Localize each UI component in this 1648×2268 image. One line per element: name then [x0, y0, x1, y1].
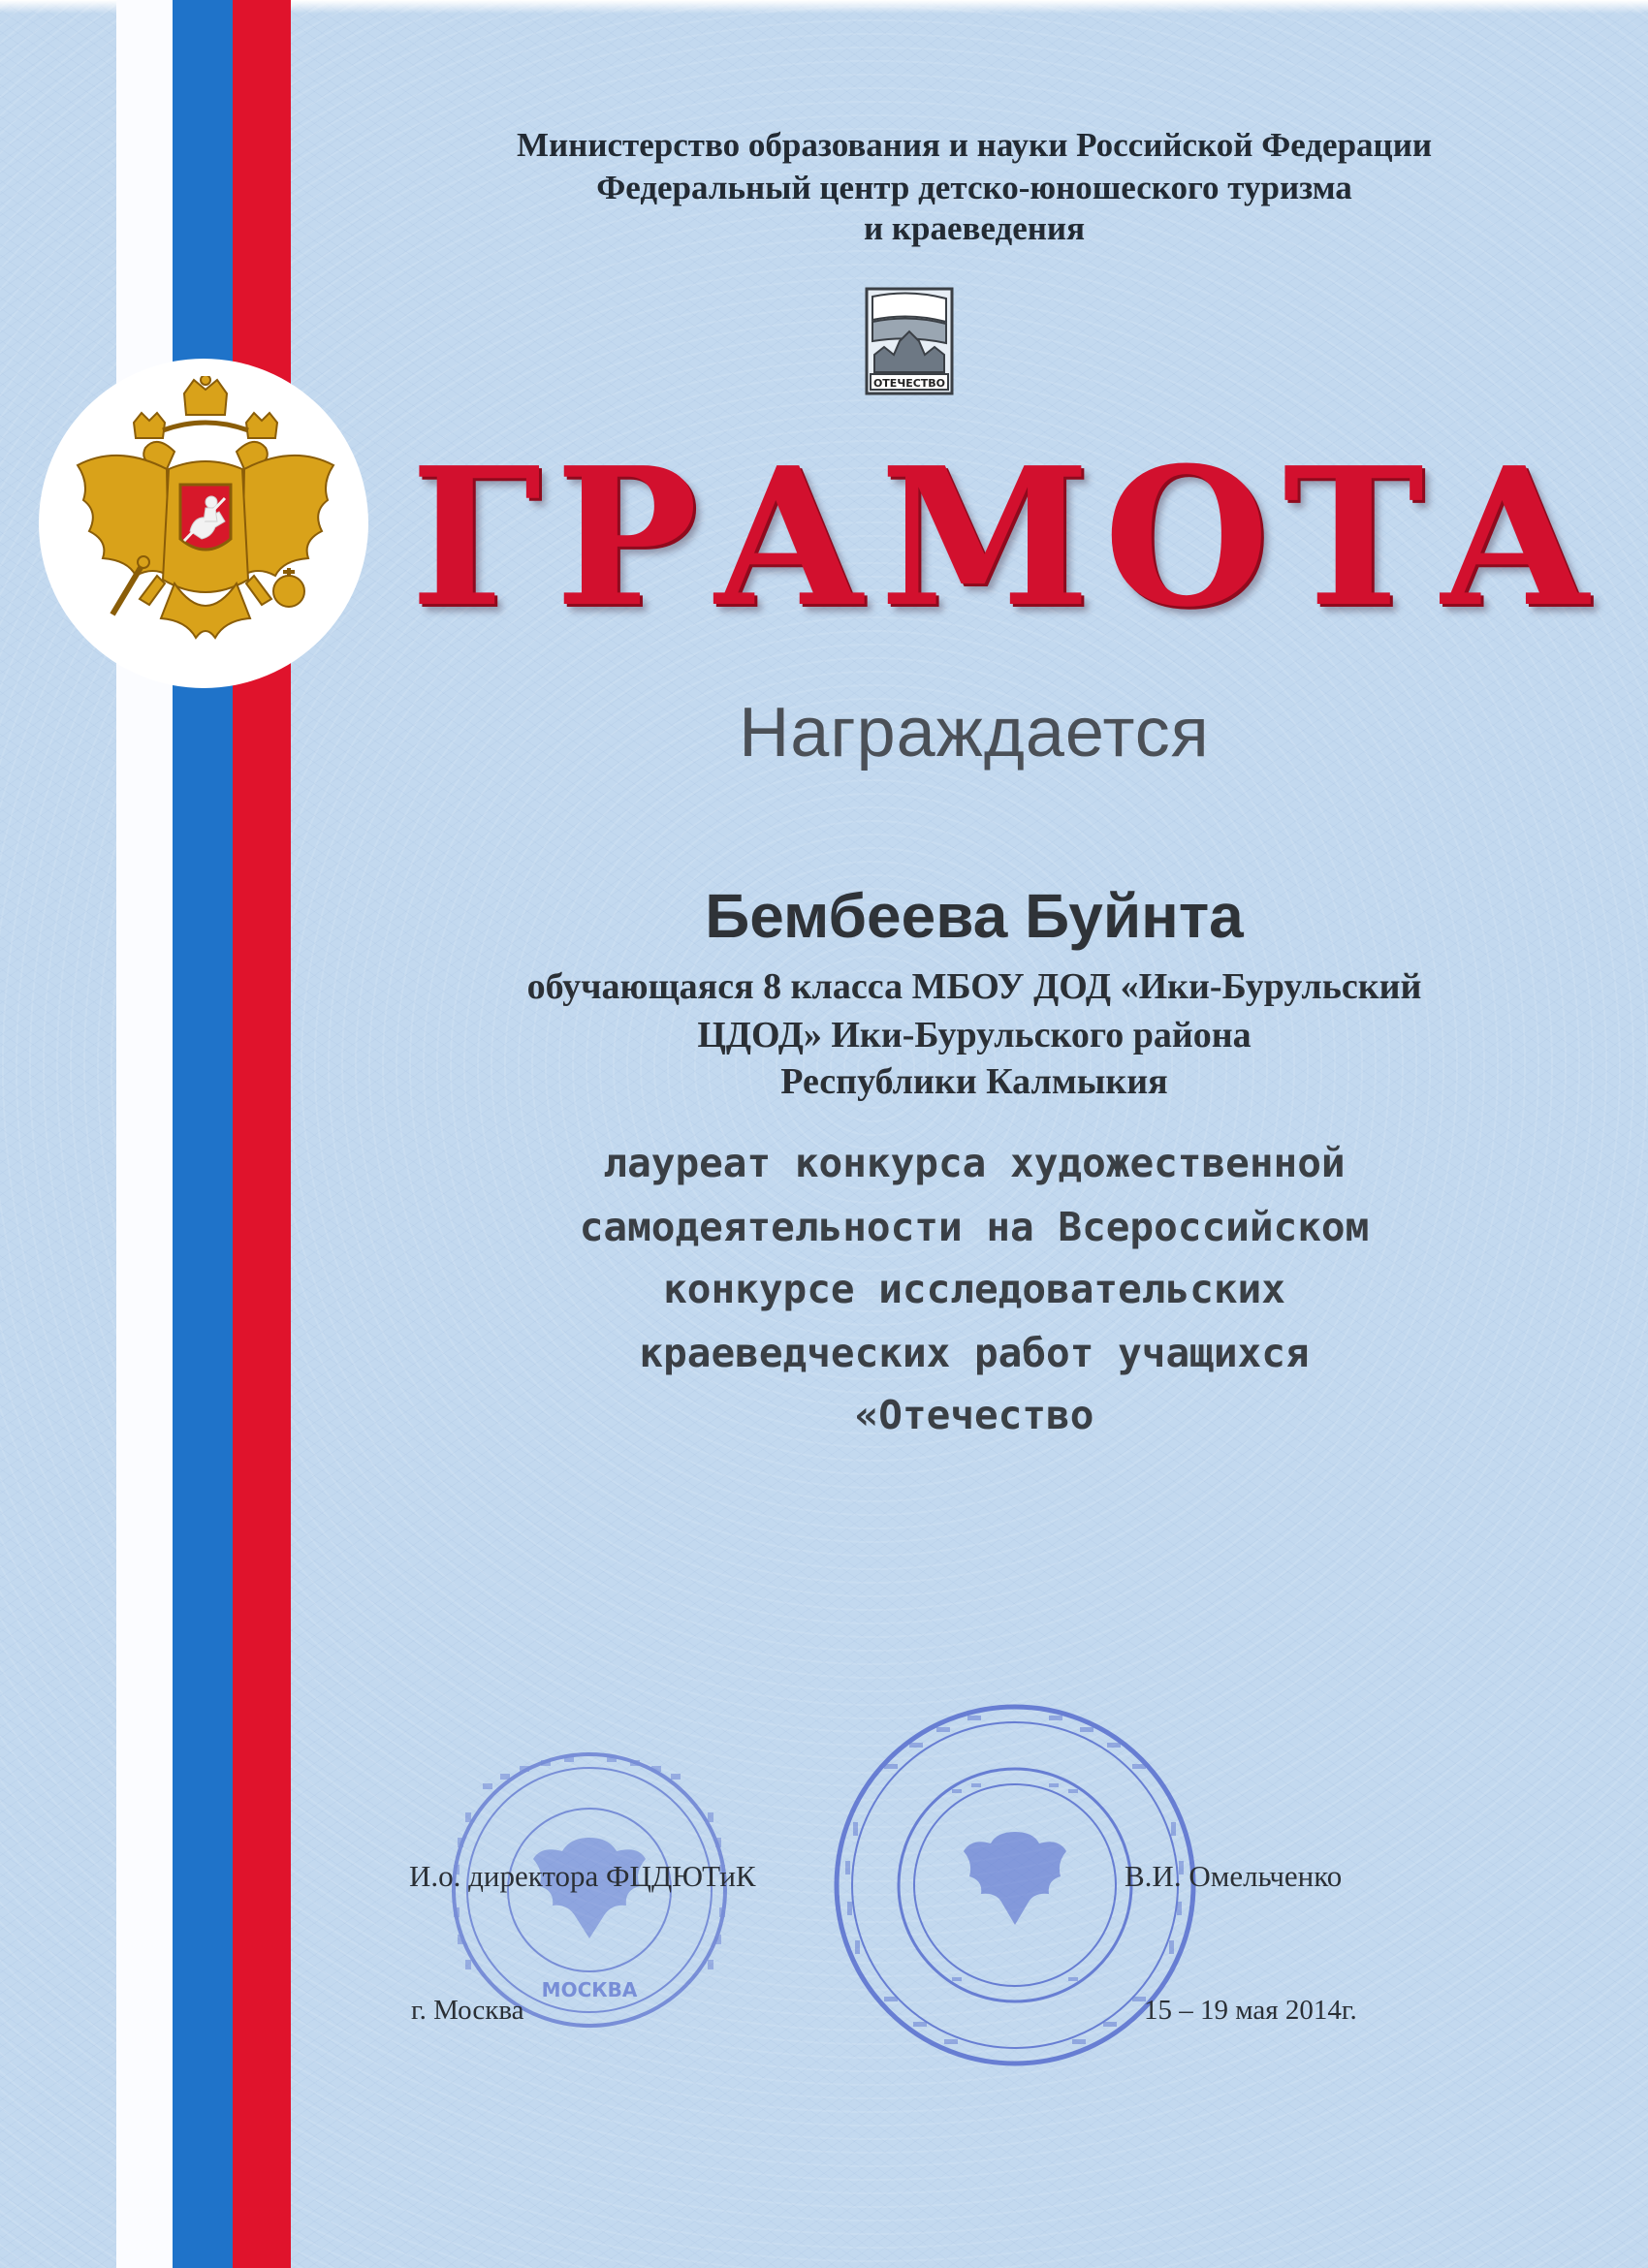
citation-line-2: самодеятельности на Всероссийском — [579, 1204, 1370, 1250]
ministry-line-3: и краеведения — [863, 209, 1086, 247]
flag-stripe-red — [233, 0, 291, 2268]
ministry-line-2: Федеральный центр детско-юношеского туризма — [596, 169, 1352, 206]
certificate-title: ГРАМОТА — [410, 426, 1606, 649]
recipient-line-1: обучающаяся 8 класса МБОУ ДОД «Ики-Бурульский — [526, 966, 1422, 1007]
signatory-name: В.И. Омельченко — [1125, 1859, 1343, 1893]
recipient-line-2: ЦДОД» Ики-Бурульского района — [697, 1015, 1252, 1055]
ministry-line-1: Министерство образования и науки Российской Федерации — [516, 126, 1433, 164]
russian-coat-of-arms-icon — [60, 376, 351, 667]
citation-line-1: лауреат конкурса художественной — [603, 1140, 1346, 1186]
logo-label: ОТЕЧЕСТВО — [872, 377, 946, 390]
flag-stripe-white — [116, 0, 173, 2268]
flag-stripe-blue — [173, 0, 233, 2268]
issue-place: г. Москва — [411, 1995, 524, 2026]
stamp-city: МОСКВА — [541, 1978, 638, 2001]
citation-line-4: краеведческих работ учащихся — [639, 1330, 1310, 1376]
recipient-line-3: Республики Калмыкия — [780, 1061, 1168, 1102]
awarded-label: Награждается — [739, 694, 1210, 772]
recipient-name: Бембеева Буйнта — [705, 881, 1244, 951]
otechestvo-logo-icon — [861, 283, 958, 399]
citation-line-3: конкурсе исследовательских — [663, 1266, 1285, 1312]
signatory-position: И.о. директора ФЦДЮТиК — [409, 1859, 756, 1893]
citation-line-5: «Отечество — [854, 1392, 1094, 1438]
issue-date: 15 – 19 мая 2014г. — [1144, 1995, 1357, 2026]
